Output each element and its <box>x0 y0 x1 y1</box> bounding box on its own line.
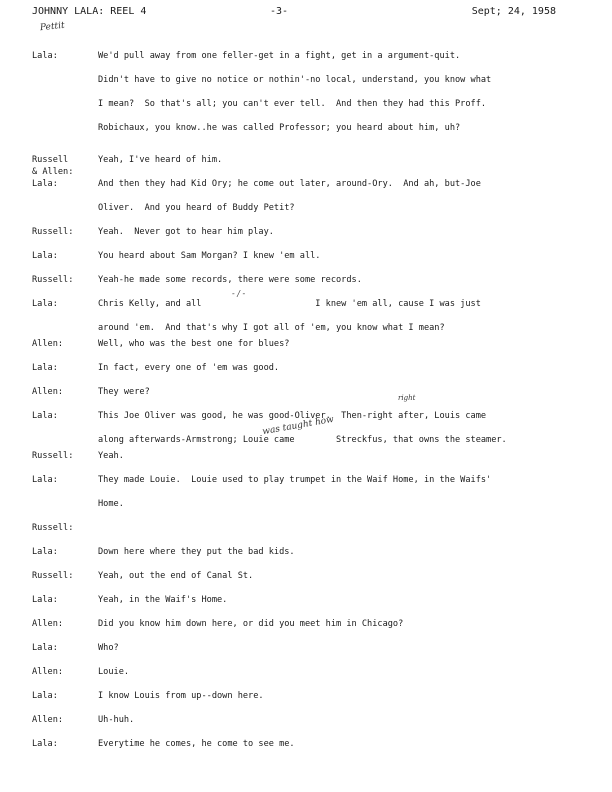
utterance-line: Down here where they put the bad kids. <box>98 547 295 557</box>
speaker-label: Lala: <box>32 251 58 261</box>
utterance-line: Uh-huh. <box>98 715 135 725</box>
utterance-line: Who? <box>98 643 119 653</box>
utterance-text <box>98 450 574 462</box>
utterance-line: They were? <box>98 387 150 397</box>
speaker-label: Lala: <box>32 547 58 557</box>
utterance-text <box>98 594 574 606</box>
utterance-line: Home. <box>98 499 124 509</box>
utterance-text <box>98 250 574 262</box>
handwritten-note-was-taught-how: was taught how <box>261 414 335 438</box>
utterance-line: Robichaux, you know..he was called Professor; you heard about him, uh? <box>98 123 461 133</box>
utterance-text <box>98 522 574 534</box>
speaker-label: Russell: <box>32 451 74 461</box>
header-reel-title: JOHNNY LALA: REEL 4 <box>32 6 147 17</box>
utterance-line: And then they had Kid Ory; he come out later, around-Ory. And ah, but-Joe <box>98 179 481 189</box>
speaker-label: Lala: <box>32 411 58 421</box>
speaker-label: Allen: <box>32 339 64 349</box>
utterance-line: Well, who was the best one for blues? <box>98 339 290 349</box>
utterance-line: Everytime he comes, he come to see me. <box>98 739 295 749</box>
utterance-text <box>98 690 574 702</box>
utterance-text <box>98 226 574 238</box>
utterance-text <box>98 474 574 510</box>
utterance-line: Yeah. Never got to hear him play. <box>98 227 274 237</box>
speaker-label: Lala: <box>32 51 58 61</box>
page-number: -3- <box>270 6 289 17</box>
speaker-label: Russell: <box>32 523 74 533</box>
header-date: Sept; 24, 1958 <box>471 6 556 17</box>
utterance-line: around 'em. And that's why I got all of 'em, you know what I mean? <box>98 323 445 333</box>
utterance-text <box>98 154 574 166</box>
utterance-line: This Joe Oliver was good, he was good-Oliver. Then-right after, Louis came <box>98 411 487 421</box>
speaker-label: Lala: <box>32 739 58 749</box>
utterance-text <box>98 410 574 446</box>
utterance-line: We'd pull away from one feller-get in a fight, get in a argument-quit. <box>98 51 461 61</box>
utterance-line: Yeah. <box>98 451 124 461</box>
utterance-line: Yeah-he made some records, there were some records. <box>98 275 362 285</box>
utterance-text <box>98 50 574 134</box>
handwritten-dash-mark: - / - <box>232 289 246 298</box>
utterance-text <box>98 274 574 286</box>
speaker-label: Lala: <box>32 475 58 485</box>
utterance-line: I know Louis from up--down here. <box>98 691 264 701</box>
speaker-label: Lala: <box>32 691 58 701</box>
handwritten-note-right: right <box>398 394 416 402</box>
utterance-text <box>98 666 574 678</box>
speaker-label: Russell: <box>32 227 74 237</box>
speaker-label: Allen: <box>32 387 64 397</box>
utterance-text <box>98 362 574 374</box>
speaker-label: Allen: <box>32 667 64 677</box>
utterance-text <box>98 546 574 558</box>
utterance-line: In fact, every one of 'em was good. <box>98 363 280 373</box>
speaker-label: Russell & Allen: <box>32 155 74 177</box>
speaker-label: Russell: <box>32 275 74 285</box>
utterance-text <box>98 298 574 334</box>
utterance-line <box>98 522 574 534</box>
utterance-line: along afterwards-Armstrong; Louie came Streckfus, that owns the steamer. <box>98 435 507 445</box>
utterance-line: They made Louie. Louie used to play trumpet in the Waif Home, in the Waifs' <box>98 475 492 485</box>
utterance-line: Louie. <box>98 667 130 677</box>
utterance-line: I mean? So that's all; you can't ever tell. And then they had this Proff. <box>98 99 487 109</box>
utterance-line: Did you know him down here, or did you meet him in Chicago? <box>98 619 404 629</box>
utterance-text <box>98 738 574 750</box>
utterance-text <box>98 386 574 398</box>
utterance-line: Yeah, I've heard of him. <box>98 155 223 165</box>
utterance-line: Oliver. And you heard of Buddy Petit? <box>98 203 295 213</box>
speaker-label: Lala: <box>32 179 58 189</box>
page-header <box>32 6 556 22</box>
utterance-line: Yeah, out the end of Canal St. <box>98 571 254 581</box>
utterance-text <box>98 570 574 582</box>
speaker-label: Lala: <box>32 595 58 605</box>
utterance-text <box>98 178 574 214</box>
speaker-label: Lala: <box>32 363 58 373</box>
utterance-line: Yeah, in the Waif's Home. <box>98 595 228 605</box>
speaker-label: Allen: <box>32 619 64 629</box>
utterance-text <box>98 338 574 350</box>
speaker-label: Allen: <box>32 715 64 725</box>
handwritten-note-top: Pettit <box>39 20 66 34</box>
utterance-text <box>98 642 574 654</box>
utterance-text <box>98 714 574 726</box>
utterance-line: Didn't have to give no notice or nothin'-no local, understand, you know what <box>98 75 492 85</box>
speaker-label: Lala: <box>32 299 58 309</box>
utterance-line: You heard about Sam Morgan? I knew 'em all. <box>98 251 321 261</box>
speaker-label: Lala: <box>32 643 58 653</box>
speaker-label: Russell: <box>32 571 74 581</box>
utterance-line: Chris Kelly, and all I knew 'em all, cause I was just <box>98 299 481 309</box>
utterance-text <box>98 618 574 630</box>
